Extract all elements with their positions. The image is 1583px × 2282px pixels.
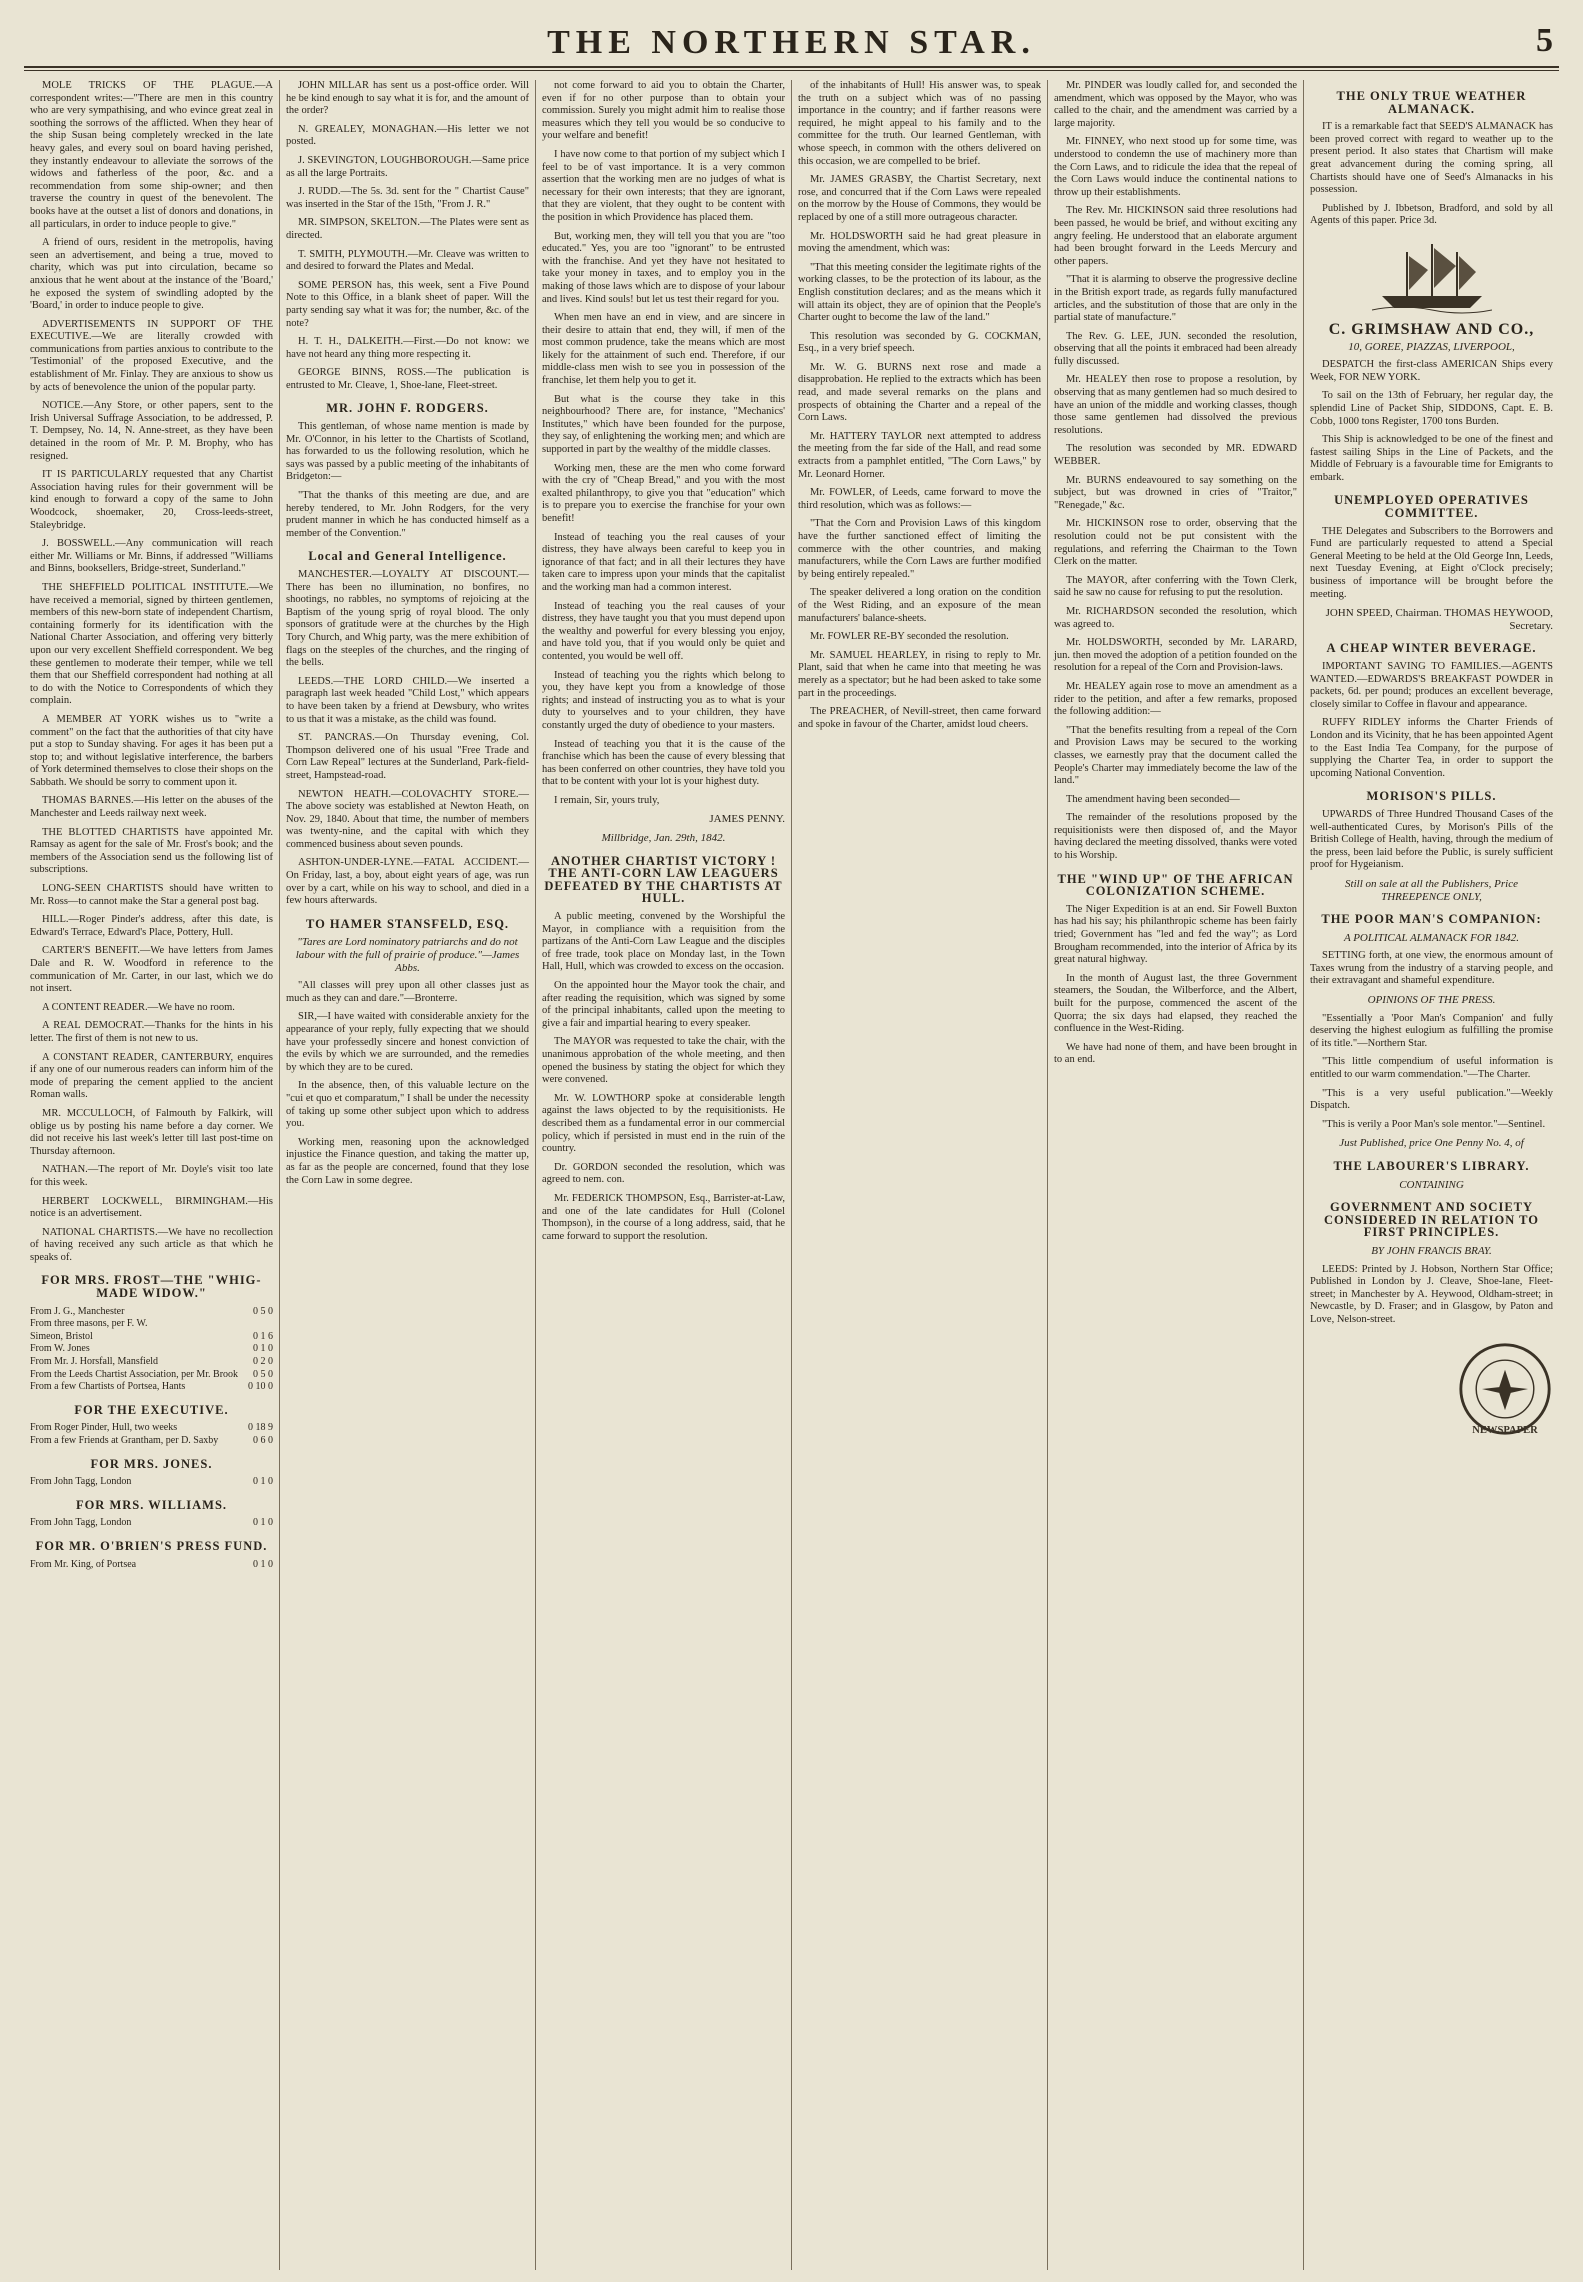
subheading: 10, GOREE, PIAZZAS, LIVERPOOL, (1348, 340, 1515, 353)
signature: JAMES PENNY. (709, 813, 785, 826)
section-heading: THE POOR MAN'S COMPANION: (1321, 912, 1542, 927)
column-4 (792, 80, 1048, 2270)
paragraph: Working men, these are the men who come forward with the cry of "Cheap Bread," and you with the most exalted philanthropy, to give you that "education" which is to prepare you to exercise the franchise for your own benefit! (542, 462, 785, 524)
column-6 (1304, 80, 1559, 2270)
list-item-label: Simeon, Bristol (30, 1330, 93, 1342)
paragraph: Mr. W. G. BURNS next rose and made a disapprobation. He replied to the extracts which has been read, and made several remarks on the plans and prospects of obtaining the Charter and a repeal of the Corn Laws. (798, 361, 1041, 424)
paragraph: A MEMBER AT YORK wishes us to "write a comment" on the fact that the authorities of that city have put a stop to Sunday shaving. For ages it has been put a stop to; and without legislative interference, the barbers of York determined themselves to close their shops on the Sabbath. We should be sorry to comment upon it. (30, 713, 273, 788)
subheading: BY JOHN FRANCIS BRAY. (1371, 1244, 1492, 1257)
paragraph: The Niger Expedition is at an end. Sir Fowell Buxton has had his say; his philanthropic scheme has been fairly tried; Government has "led and fed the way"; as Lord Brougham recommended, into the interior of Africa by its great natural highway. (1054, 903, 1297, 966)
column-2 (280, 80, 536, 2270)
paragraph: Mr. W. LOWTHORP spoke at considerable length against the laws objected to by the requisitionists. He described them as a fundamental error in our commercial policy, which if persisted in must end in the ruin of the country. (542, 1092, 785, 1155)
paragraph: SIR,—I have waited with considerable anxiety for the appearance of your reply, fully expecting that we should have your professedly sincere and honest conviction of the evils by which we are surrounded, and the remedies by which they are to be cured. (286, 1011, 529, 1073)
paragraph: "This is a very useful publication."—Weekly Dispatch. (1310, 1087, 1553, 1112)
list-item-amount: 0 5 0 (253, 1305, 273, 1317)
paragraph: When men have an end in view, and are sincere in their desire to attain that end, they will, if men of the most common prudence, take the means which are most likely for the attainment of such end. Therefore, if our middle-class men wish to see you in possession of the franchise, let them help you to get it. (542, 312, 785, 387)
svg-text:NEWSPAPER: NEWSPAPER (1472, 1424, 1538, 1436)
list-item-amount: 0 1 6 (253, 1330, 273, 1342)
section-heading: FOR MR. O'BRIEN'S PRESS FUND. (35, 1538, 268, 1553)
paragraph: But, working men, they will tell you that you are "too educated." Yes, you are too "ignorant" to be entrusted with the franchise. And yet they have not hesitated to take your money in taxes, and to employ you in the making of those laws which are to dispose of your labour and lives. Kind souls! but let us test their regard for you. (542, 230, 785, 305)
paragraph: The PREACHER, of Nevill-street, then came forward and spoke in favour of the Charter, amidst loud cheers. (798, 706, 1041, 730)
column-3 (536, 80, 792, 2270)
masthead (24, 18, 1559, 68)
column-1 (24, 80, 280, 2270)
paragraph: I remain, Sir, yours truly, (554, 794, 660, 806)
section-heading: THE "WIND UP" OF THE AFRICAN COLONIZATION SCHEME. (1057, 871, 1294, 899)
list-item-amount: 0 10 0 (248, 1381, 273, 1393)
paragraph: "That the benefits resulting from a repeal of the Corn and Provision Laws may be secured to the working classes, we earnestly pray that the document called the People's Charter may immediately become the law of the land." (1054, 724, 1297, 787)
subheading: Millbridge, Jan. 29th, 1842. (601, 832, 726, 845)
paragraph: The MAYOR was requested to take the chair, with the unanimous approbation of the whole meeting, and then opened the business by stating the object for which they were convened. (542, 1036, 785, 1086)
paragraph: MR. MCCULLOCH, of Falmouth by Falkirk, will oblige us by posting his name before a day corner. We did not receive his last week's letter till last post-time on Thursday afternoon. (30, 1107, 273, 1157)
paragraph: This resolution was seconded by G. COCKMAN, Esq., in a very brief speech. (798, 330, 1041, 355)
list-item-label: From a few Chartists of Portsea, Hants (30, 1381, 186, 1393)
paragraph: ADVERTISEMENTS IN SUPPORT OF THE EXECUTIVE.—We are literally crowded with communications from parties anxious to contribute to the 'Testimonial' of the proposed Executive, and the establishment of Mr. Finlay. They are anxious to show us by acts of benevolence the union of the popular party. (30, 318, 273, 393)
paragraph: A friend of ours, resident in the metropolis, having seen an advertisement, and being a true, moved to charity, which was put into circulation, became so anxious that he went about at the instance of the 'Board,' he exposed the system of swindling adopted by the 'Board,' in order to induce people to give. (30, 237, 273, 312)
list-item (30, 1559, 273, 1572)
list-item-label: From W. Jones (30, 1343, 90, 1355)
paragraph: Mr. SAMUEL HEARLEY, in rising to reply to Mr. Plant, said that when he came into that meeting he was merely as a spectator; but he had been asked to take some part in the proceedings. (798, 649, 1041, 699)
list-item-amount: 0 1 0 (253, 1343, 273, 1355)
paragraph: "This little compendium of useful information is entitled to our warm commendation."—The Charter. (1310, 1056, 1553, 1081)
list-item (30, 1369, 273, 1382)
list-item (30, 1331, 273, 1344)
list-item (30, 1343, 273, 1356)
paragraph: Mr. HOLDSWORTH said he had great pleasure in moving the amendment, which was: (798, 230, 1041, 255)
subheading: "Tares are Lord nominatory patriarchs and do not labour with the full of prairie of produce."—James Abbs. (295, 936, 520, 974)
section-heading: TO HAMER STANSFELD, ESQ. (305, 916, 510, 931)
paragraph: I have now come to that portion of my subject which I feel to be of vast importance. It is a very common assertion that the working men are no judges of what is necessary for their own interests; that they are ignorant, that they are violent, that they ought to be content with the position in which Providence has placed them. (542, 148, 785, 223)
paragraph: The remainder of the resolutions proposed by the requisitionists were then disposed of, and the Mayor having declared the meeting dissolved, thanks were voted to his Worship. (1054, 812, 1297, 862)
list-item-amount: 0 1 0 (253, 1558, 273, 1570)
list-item-label: From J. G., Manchester (30, 1305, 125, 1317)
paragraph: "All classes will prey upon all other classes just as much as they can and dare."—Bronterre. (286, 980, 529, 1004)
paragraph: On the appointed hour the Mayor took the chair, and after reading the requisition, which was signed by some of the principal inhabitants, called upon the meeting to give a fair and impartial hearing to every speaker. (542, 980, 785, 1029)
paragraph: Mr. FOWLER RE-BY seconded the resolution. (810, 631, 1009, 643)
paragraph: We have had none of them, and have been brought in to an end. (1054, 1041, 1297, 1066)
section-heading: ANOTHER CHARTIST VICTORY ! THE ANTI-CORN LAW LEAGUERS DEFEATED BY THE CHARTISTS AT HULL. (544, 853, 783, 906)
paragraph: THE BLOTTED CHARTISTS have appointed Mr. Ramsay as agent for the sale of Mr. Frost's book; and the members of the Association send us the following list of subscriptions. (30, 826, 273, 876)
paragraph: The amendment having been seconded— (1066, 793, 1240, 805)
paragraph: not come forward to aid you to obtain the Charter, even if for no other purpose than to obtain your commission. Surely you might admit him to realise those measures which they tell you would be so conducive to your welfare and benefit! (542, 80, 785, 142)
paragraph: HERBERT LOCKWELL, BIRMINGHAM.—His notice is an advertisement. (30, 1195, 273, 1220)
paragraph: THOMAS BARNES.—His letter on the abuses of the Manchester and Leeds railway next week. (30, 795, 273, 820)
paragraph: Instead of teaching you the real causes of your distress, they have always been careful to keep you in ignorance of that fact; and in all their lectures they have taken care to impress upon your minds that the capitalist and the working man had a common interest. (542, 531, 785, 593)
list-item-label: From three masons, per F. W. (30, 1318, 148, 1330)
paragraph: N. GREALEY, MONAGHAN.—His letter we not posted. (286, 123, 529, 148)
subheading: Still on sale at all the Publishers, Price THREEPENCE ONLY, (1345, 877, 1518, 903)
paragraph: The Rev. G. LEE, JUN. seconded the resolution, observing that all the points it embraced had been already fully discussed. (1054, 330, 1297, 367)
paragraph: MR. SIMPSON, SKELTON.—The Plates were sent as directed. (286, 217, 529, 241)
advert-title: C. GRIMSHAW AND CO., (1328, 320, 1535, 338)
list-item-amount: 0 1 0 (253, 1476, 273, 1488)
subscription-list (30, 1422, 273, 1447)
paragraph: Instead of teaching you the real causes of your distress, they have taught you that you must depend upon the wealthy and powerful for every blessing you enjoy, and have told you, that if you would only be quiet and contented, you would be well off. (542, 600, 785, 662)
paragraph: HILL.—Roger Pinder's address, after this date, is Edward's Terrace, Edward's Place, Pottery, Hull. (30, 914, 273, 938)
paragraph: Mr. FEDERICK THOMPSON, Esq., Barrister-at-Law, and one of the late candidates for Hull (Colonel Thompson), in the course of a long address, said, that he came forward to support the resolution. (542, 1192, 785, 1242)
paragraph: Mr. PINDER was loudly called for, and seconded the amendment, which was opposed by the Mayor, who was called to the chair, and the amendment was carried by a large majority. (1054, 80, 1297, 129)
list-item-amount: 0 6 0 (253, 1435, 273, 1446)
paragraph: RUFFY RIDLEY informs the Charter Friends of London and its Vicinity, that he has been appointed Agent to the East India Tea Company, for the purpose of supplying the Charter Tea, in order to support the upcoming National Convention. (1310, 717, 1553, 779)
paragraph: "That it is alarming to observe the progressive decline in the British export trade, as regards fully manufactured articles, and the substitution of those that are only in the partial state of manufacture." (1054, 274, 1297, 324)
paragraph: LONG-SEEN CHARTISTS should have written to Mr. Ross—to cannot make the Star a general post bag. (30, 883, 273, 907)
list-item (30, 1306, 273, 1319)
list-item-amount: 0 18 9 (248, 1422, 273, 1434)
page-number: 5 (1536, 22, 1553, 59)
paragraph: "This is verily a Poor Man's sole mentor."—Sentinel. (1322, 1118, 1546, 1130)
section-heading: Local and General Intelligence. (308, 549, 507, 564)
section-heading: MR. JOHN F. RODGERS. (326, 401, 489, 416)
paragraph: IT IS PARTICULARLY requested that any Chartist Association having rules for their government will be kind enough to forward a copy of the same to John Woodcock, shoemaker, 20, Cross-leeds-street, Staleybridge. (30, 469, 273, 531)
column-5 (1048, 80, 1304, 2270)
sailing-ship-icon (1372, 236, 1492, 316)
section-heading: THE ONLY TRUE WEATHER ALMANACK. (1336, 89, 1527, 116)
section-heading: GOVERNMENT AND SOCIETY CONSIDERED IN RELATION TO FIRST PRINCIPLES. (1324, 1200, 1539, 1240)
paragraph: LEEDS: Printed by J. Hobson, Northern Star Office; Published in London by J. Cleave, Shoe-lane, Fleet-street; in Manchester by A. Heywood, Oldham-street; in Newcastle, by D. Fraser; and in Glasgow, by Paton and Love, Nelson-street. (1310, 1263, 1553, 1325)
subheading: A POLITICAL ALMANACK FOR 1842. (1343, 931, 1520, 944)
list-item-label: From John Tagg, London (30, 1517, 132, 1529)
paragraph: JOHN MILLAR has sent us a post-office order. Will he be kind enough to say what it is for, and the amount of the order? (286, 80, 529, 117)
paragraph: Mr. FINNEY, who next stood up for some time, was understood to condemn the use of machinery more than the Corn Laws, and to ridicule the idea that the repeal of the Corn Laws would induce the continental nations to throw up their establishments. (1054, 136, 1297, 198)
paragraph: T. SMITH, PLYMOUTH.—Mr. Cleave was written to and desired to forward the Plates and Medal. (286, 248, 529, 273)
paragraph: THE Delegates and Subscribers to the Borrowers and Fund are particularly requested to attend a Special General Meeting to be held at the Old George Inn, Leeds, next Tuesday Evening, at Eight o'Clock precisely; business of importance will be brought before the meeting. (1310, 525, 1553, 600)
subscription-list (30, 1517, 273, 1530)
paragraph: This Ship is acknowledged to be one of the finest and fastest sailing Ships in the Line of Packets, and the Middle of February is a favourable time for Emigrants to embark. (1310, 434, 1553, 483)
section-heading: A CHEAP WINTER BEVERAGE. (1326, 641, 1537, 656)
paragraph: J. SKEVINGTON, LOUGHBOROUGH.—Same price as all the large Portraits. (286, 154, 529, 179)
section-heading: MORISON'S PILLS. (1366, 789, 1497, 804)
paragraph: The MAYOR, after conferring with the Town Clerk, said he saw no cause for refusing to put the resolution. (1054, 574, 1297, 599)
paragraph: CARTER'S BENEFIT.—We have letters from James Dale and R. W. Woodford in reference to the communication of Mr. Carter, in our last, which we do not insert. (30, 945, 273, 995)
list-item-label: From a few Friends at Grantham, per D. Saxby (30, 1435, 219, 1446)
paragraph: J. BOSSWELL.—Any communication will reach either Mr. Williams or Mr. Binns, if addressed "Williams and Binns, booksellers, Bridge-street, Sunderland." (30, 538, 273, 575)
paragraph: NATIONAL CHARTISTS.—We have no recollection of having received any such article as that which he speaks of. (30, 1226, 273, 1263)
subheading: Just Published, price One Penny No. 4, of (1339, 1137, 1524, 1150)
paragraph: Instead of teaching you that it is the cause of the franchise which has been the cause of every blessing that has been conferred on other countries, they have told you that to be content with your lot is your highest duty. (542, 738, 785, 788)
list-item (30, 1422, 273, 1435)
section-heading: FOR MRS. FROST—THE "WHIG-MADE WIDOW." (41, 1273, 262, 1301)
paragraph: The Rev. Mr. HICKINSON said three resolutions had been passed, he would be brief, and without exciting any angry feeling. He understood that an elaborate argument had been brought forward in the Leeds Mercury and other papers. (1054, 205, 1297, 267)
paragraph: Mr. FOWLER, of Leeds, came forward to move the third resolution, which was as follows:— (798, 487, 1041, 511)
paragraph: Mr. HICKINSON rose to order, observing that the resolution could not be put consistent with the regulations, and referring the Chairman to the Town Clerk on the matter. (1054, 518, 1297, 568)
paragraph: J. RUDD.—The 5s. 3d. sent for the " Chartist Cause" was inserted in the Star of the 15th, "From J. R." (286, 186, 529, 210)
paragraph: A REAL DEMOCRAT.—Thanks for the hints in his letter. The first of them is not new to us. (30, 1020, 273, 1044)
list-item (30, 1356, 273, 1369)
paragraph: NOTICE.—Any Store, or other papers, sent to the Irish Universal Suffrage Association, to be addressed, P. T. Dempsey, No. 14, N. Anne-street, as they have been detained in the room of Mr. P. M. Brophy, who has resigned. (30, 400, 273, 462)
paragraph: A public meeting, convened by the Worshipful the Mayor, in compliance with a requisition from the partizans of the Anti-Corn Law League and the disciples of free trade, took place on Monday last, in the Town Hall, Hull, which was crowded to excess on the occasion. (542, 911, 785, 973)
list-item-amount: 0 1 0 (253, 1517, 273, 1529)
section-heading: FOR THE EXECUTIVE. (74, 1402, 229, 1417)
section-heading: FOR MRS. WILLIAMS. (75, 1497, 228, 1512)
header-rule (24, 70, 1559, 71)
paragraph: To sail on the 13th of February, her regular day, the splendid Line of Packet Ship, SIDDONS, Capt. E. B. Cobb, 1000 tons Register, 1700 tons Burden. (1310, 390, 1553, 427)
list-item (30, 1381, 273, 1394)
paragraph: Mr. HEALEY then rose to propose a resolution, by observing that as many gentlemen had so much desired to have an union of the middle and working classes, though those same gentlemen had dissolved the previous resolutions. (1054, 374, 1297, 436)
subscription-list (30, 1476, 273, 1489)
list-item-label: From the Leeds Chartist Association, per Mr. Brook (30, 1368, 239, 1380)
paragraph: UPWARDS of Three Hundred Thousand Cases of the well-authenticated Cures, by Morison's Pills of the British College of Health, having, through the medium of the press, been laid before the Public, is surely sufficient proof for Hygeianism. (1310, 808, 1553, 871)
list-item-label: From Mr. J. Horsfall, Mansfield (30, 1356, 159, 1368)
subscription-list (30, 1306, 273, 1394)
paragraph: "Essentially a 'Poor Man's Companion' and fully deserving the highest eulogium as fulfilling the promise of its title."—Northern Star. (1310, 1012, 1553, 1049)
list-item (30, 1435, 273, 1448)
list-item-amount: 0 5 0 (253, 1368, 273, 1380)
paragraph: "That the Corn and Provision Laws of this kingdom have the further sanctioned effect of limiting the commerce with the other countries, and making manufacturers, while the Corn Laws are further modified by being entirely repealed." (798, 518, 1041, 580)
newspaper-title: THE NORTHERN STAR. (547, 24, 1036, 61)
paragraph: "That this meeting consider the legitimate rights of the working classes, to be the protection of its labour, as the English constitution declares; and as the means which it will attain its object, they are of opinion that the People's Charter ought to become the law of the land." (798, 261, 1041, 324)
list-item (30, 1318, 273, 1331)
section-heading: UNEMPLOYED OPERATIVES COMMITTEE. (1334, 493, 1529, 521)
subheading: CONTAINING (1399, 1178, 1464, 1191)
section-heading: THE LABOURER'S LIBRARY. (1333, 1159, 1530, 1173)
list-item-label: From Mr. King, of Portsea (30, 1558, 137, 1570)
paragraph: Mr. HEALEY again rose to move an amendment as a rider to the petition, and after a few remarks, proposed the following addition:— (1054, 680, 1297, 718)
paragraph: IMPORTANT SAVING TO FAMILIES.—AGENTS WANTED.—EDWARDS'S BREAKFAST POWDER in packets, 6d. per pound; produces an excellent beverage, closely similar to Coffee in flavour and appearance. (1310, 661, 1553, 710)
paragraph: Instead of teaching you the rights which belong to you, they have kept you from a knowledge of those rights; and instead of instructing you as to what is your duty to yourselves and to your children, they have constantly urged the duty of obedience to your masters. (542, 669, 785, 731)
paragraph: A CONTENT READER.—We have no room. (42, 1001, 235, 1013)
subheading: OPINIONS OF THE PRESS. (1367, 994, 1496, 1007)
paragraph: SETTING forth, at one view, the enormous amount of Taxes wrung from the industry of a starving people, and their extravagant and shameful expenditure. (1310, 950, 1553, 987)
paragraph: THE SHEFFIELD POLITICAL INSTITUTE.—We have received a memorial, signed by thirteen gentlemen, members of this new-born state of independent Chartism, containing formerly for its identification with the National Charter Association, and offering very bitterly upon our very excellent Sheffield correspondent. We beg these gentlemen to moderate their temper, while we tell them that our Sheffield correspondent had nothing at all to do with the Notice to Correspondents of which they complain. (30, 581, 273, 707)
paragraph: NEWTON HEATH.—COLOVACHTY STORE.—The above society was established at Newton Heath, on Nov. 29, 1840. About that time, the number of members was twenty-nine, and the capital with which they commenced business about seven pounds. (286, 788, 529, 850)
paragraph: Published by J. Ibbetson, Bradford, and sold by all Agents of this paper. Price 3d. (1310, 202, 1553, 227)
paragraph: LEEDS.—THE LORD CHILD.—We inserted a paragraph last week headed "Child Lost," which appears to have been taken by a friend at Dewsbury, who writes to us that it was a mistake, as the child was found. (286, 675, 529, 725)
paragraph: Mr. HATTERY TAYLOR next attempted to address the meeting from the far side of the Hall, and read some extracts from a pamphlet entitled, "The Corn Laws," by Mr. Leonard Horner. (798, 430, 1041, 480)
paragraph: Mr. JAMES GRASBY, the Chartist Secretary, next rose, and concurred that if the Corn Laws were repealed on the morrow by the House of Commons, they would be replaced by one of a still more outrageous character. (798, 174, 1041, 223)
paragraph: GEORGE BINNS, ROSS.—The publication is entrusted to Mr. Cleave, 1, Shoe-lane, Fleet-street. (286, 367, 529, 391)
paragraph: But what is the course they take in this neighbourhood? There are, for instance, "Mechanics' Institutes," which have been founded for the purpose, they say, of enlightening the working men; and which are supported in part by the wealthy of the middle classes. (542, 393, 785, 456)
paragraph: IT is a remarkable fact that SEED'S ALMANACK has been proved correct with regard to weather up to the present period. It also states that Chartism will make great advancement during the coming spring, all Chartists should have one of Seed's Almanacks in his possession. (1310, 121, 1553, 196)
paragraph: ASHTON-UNDER-LYNE.—FATAL ACCIDENT.—On Friday, last, a boy, about eight years of age, was run over by a cart, while on his way to school, and died in a few hours afterwards. (286, 857, 529, 907)
paragraph: Mr. HOLDSWORTH, seconded by Mr. LARARD, jun. then moved the adoption of a petition founded on the resolution for a repeal of the Corn and Provision-laws. (1054, 637, 1297, 674)
paragraph: MANCHESTER.—LOYALTY AT DISCOUNT.—There has been no illumination, no bonfires, no shootings, no rabbles, no symptoms of rejoicing at the Baptism of the young sprig of royal blood. The only sponsors of gratitude were at the churches by the High Tory Church, and Whig party, was the mere exhibition of flags on the steeples of the churches, and the ringing of the bells. (286, 569, 529, 669)
list-item (30, 1517, 273, 1530)
paragraph: A CONSTANT READER, CANTERBURY, enquires if any one of our numerous readers can inform him of the mode of preparing the cement applied to the ancient Roman walls. (30, 1051, 273, 1101)
paragraph: H. T. H., DALKEITH.—First.—Do not know: we have not heard any thing more respecting it. (286, 336, 529, 360)
paragraph: of the inhabitants of Hull! His answer was, to speak the truth on a subject which was of no passing importance in the country; and if farther reasons were required, he might appeal to his family and to the committee for the truth. Our learned Gentleman, with whose speech, in common with the others delivered on this occasion, we are compelled to be brief. (798, 80, 1041, 167)
section-heading: FOR MRS. JONES. (90, 1456, 213, 1471)
list-item (30, 1476, 273, 1489)
paragraph: This gentleman, of whose name mention is made by Mr. O'Connor, in his letter to the Chartists of Scotland, has forwarded to us the following resolution, which he says was passed by a public meeting of the inhabitants of Bridgeton:— (286, 421, 529, 483)
paragraph: In the month of August last, the three Government steamers, the Soudan, the Wilberforce, and the Albert, built for the purpose, commenced the ascent of the Quorra; the six days had elapsed, they reached the confluence in the West-Riding. (1054, 972, 1297, 1035)
list-item-label: From Roger Pinder, Hull, two weeks (30, 1422, 178, 1434)
list-item-label: From John Tagg, London (30, 1476, 132, 1488)
paragraph: Dr. GORDON seconded the resolution, which was agreed to nem. con. (542, 1161, 785, 1186)
subscription-list (30, 1559, 273, 1572)
paragraph: Mr. RICHARDSON seconded the resolution, which was agreed to. (1054, 605, 1297, 630)
paragraph: In the absence, then, of this valuable lecture on the "cui et quo et comparatum," I shall be under the necessity of taking up some other subject upon which to address you. (286, 1080, 529, 1130)
paragraph: The speaker delivered a long oration on the condition of the West Riding, and an exposure of the mean manufacturers' balance-sheets. (798, 587, 1041, 624)
paragraph: Mr. BURNS endeavoured to say something on the subject, but was drowned in cries of "Traitor," "Renegade," &c. (1054, 474, 1297, 511)
columns (24, 80, 1559, 2270)
newspaper-stamp-icon (1457, 1341, 1553, 1437)
paragraph: MOLE TRICKS OF THE PLAGUE.—A correspondent writes:—"There are men in this country who are very sympathising, and who evince great zeal in soothing the sorrows of the afflicted. When they hear of the ship Susan being completely wrecked in the late heavy gales, and every soul on board having perished, they instantly endeavour to alleviate the sorrows of the widows and fatherless of the poor, &c. and a recommendation from some ship-owner; and then traverse the country in quest of the benevolent. The books have at the outset a list of donors and donations, in all particulars, in order to induce people to give." (30, 80, 273, 230)
paragraph: NATHAN.—The report of Mr. Doyle's visit too late for this week. (30, 1164, 273, 1188)
signature: JOHN SPEED, Chairman. THOMAS HEYWOOD, Secretary. (1325, 607, 1553, 632)
paragraph: Working men, reasoning upon the acknowledged injustice the Finance question, and taking the matter up, as far as the people are concerned, found that they lose the Corn Law in some degree. (286, 1136, 529, 1186)
paragraph: "That the thanks of this meeting are due, and are hereby tendered, to Mr. John Rodgers, for the very prudent manner in which he has conducted himself as a member of the Convention." (286, 490, 529, 539)
list-item-amount: 0 2 0 (253, 1356, 273, 1368)
paragraph: DESPATCH the first-class AMERICAN Ships every Week, FOR NEW YORK. (1310, 359, 1553, 383)
paragraph: SOME PERSON has, this week, sent a Five Pound Note to this Office, in a blank sheet of paper. Will the party sending say what it was for; the number, &c. of the note? (286, 279, 529, 329)
paragraph: The resolution was seconded by MR. EDWARD WEBBER. (1054, 443, 1297, 468)
paragraph: ST. PANCRAS.—On Thursday evening, Col. Thompson delivered one of his usual "Free Trade and Corn Law Repeal" lectures at the Sunderland, Park-field-street, Hampstead-road. (286, 732, 529, 781)
